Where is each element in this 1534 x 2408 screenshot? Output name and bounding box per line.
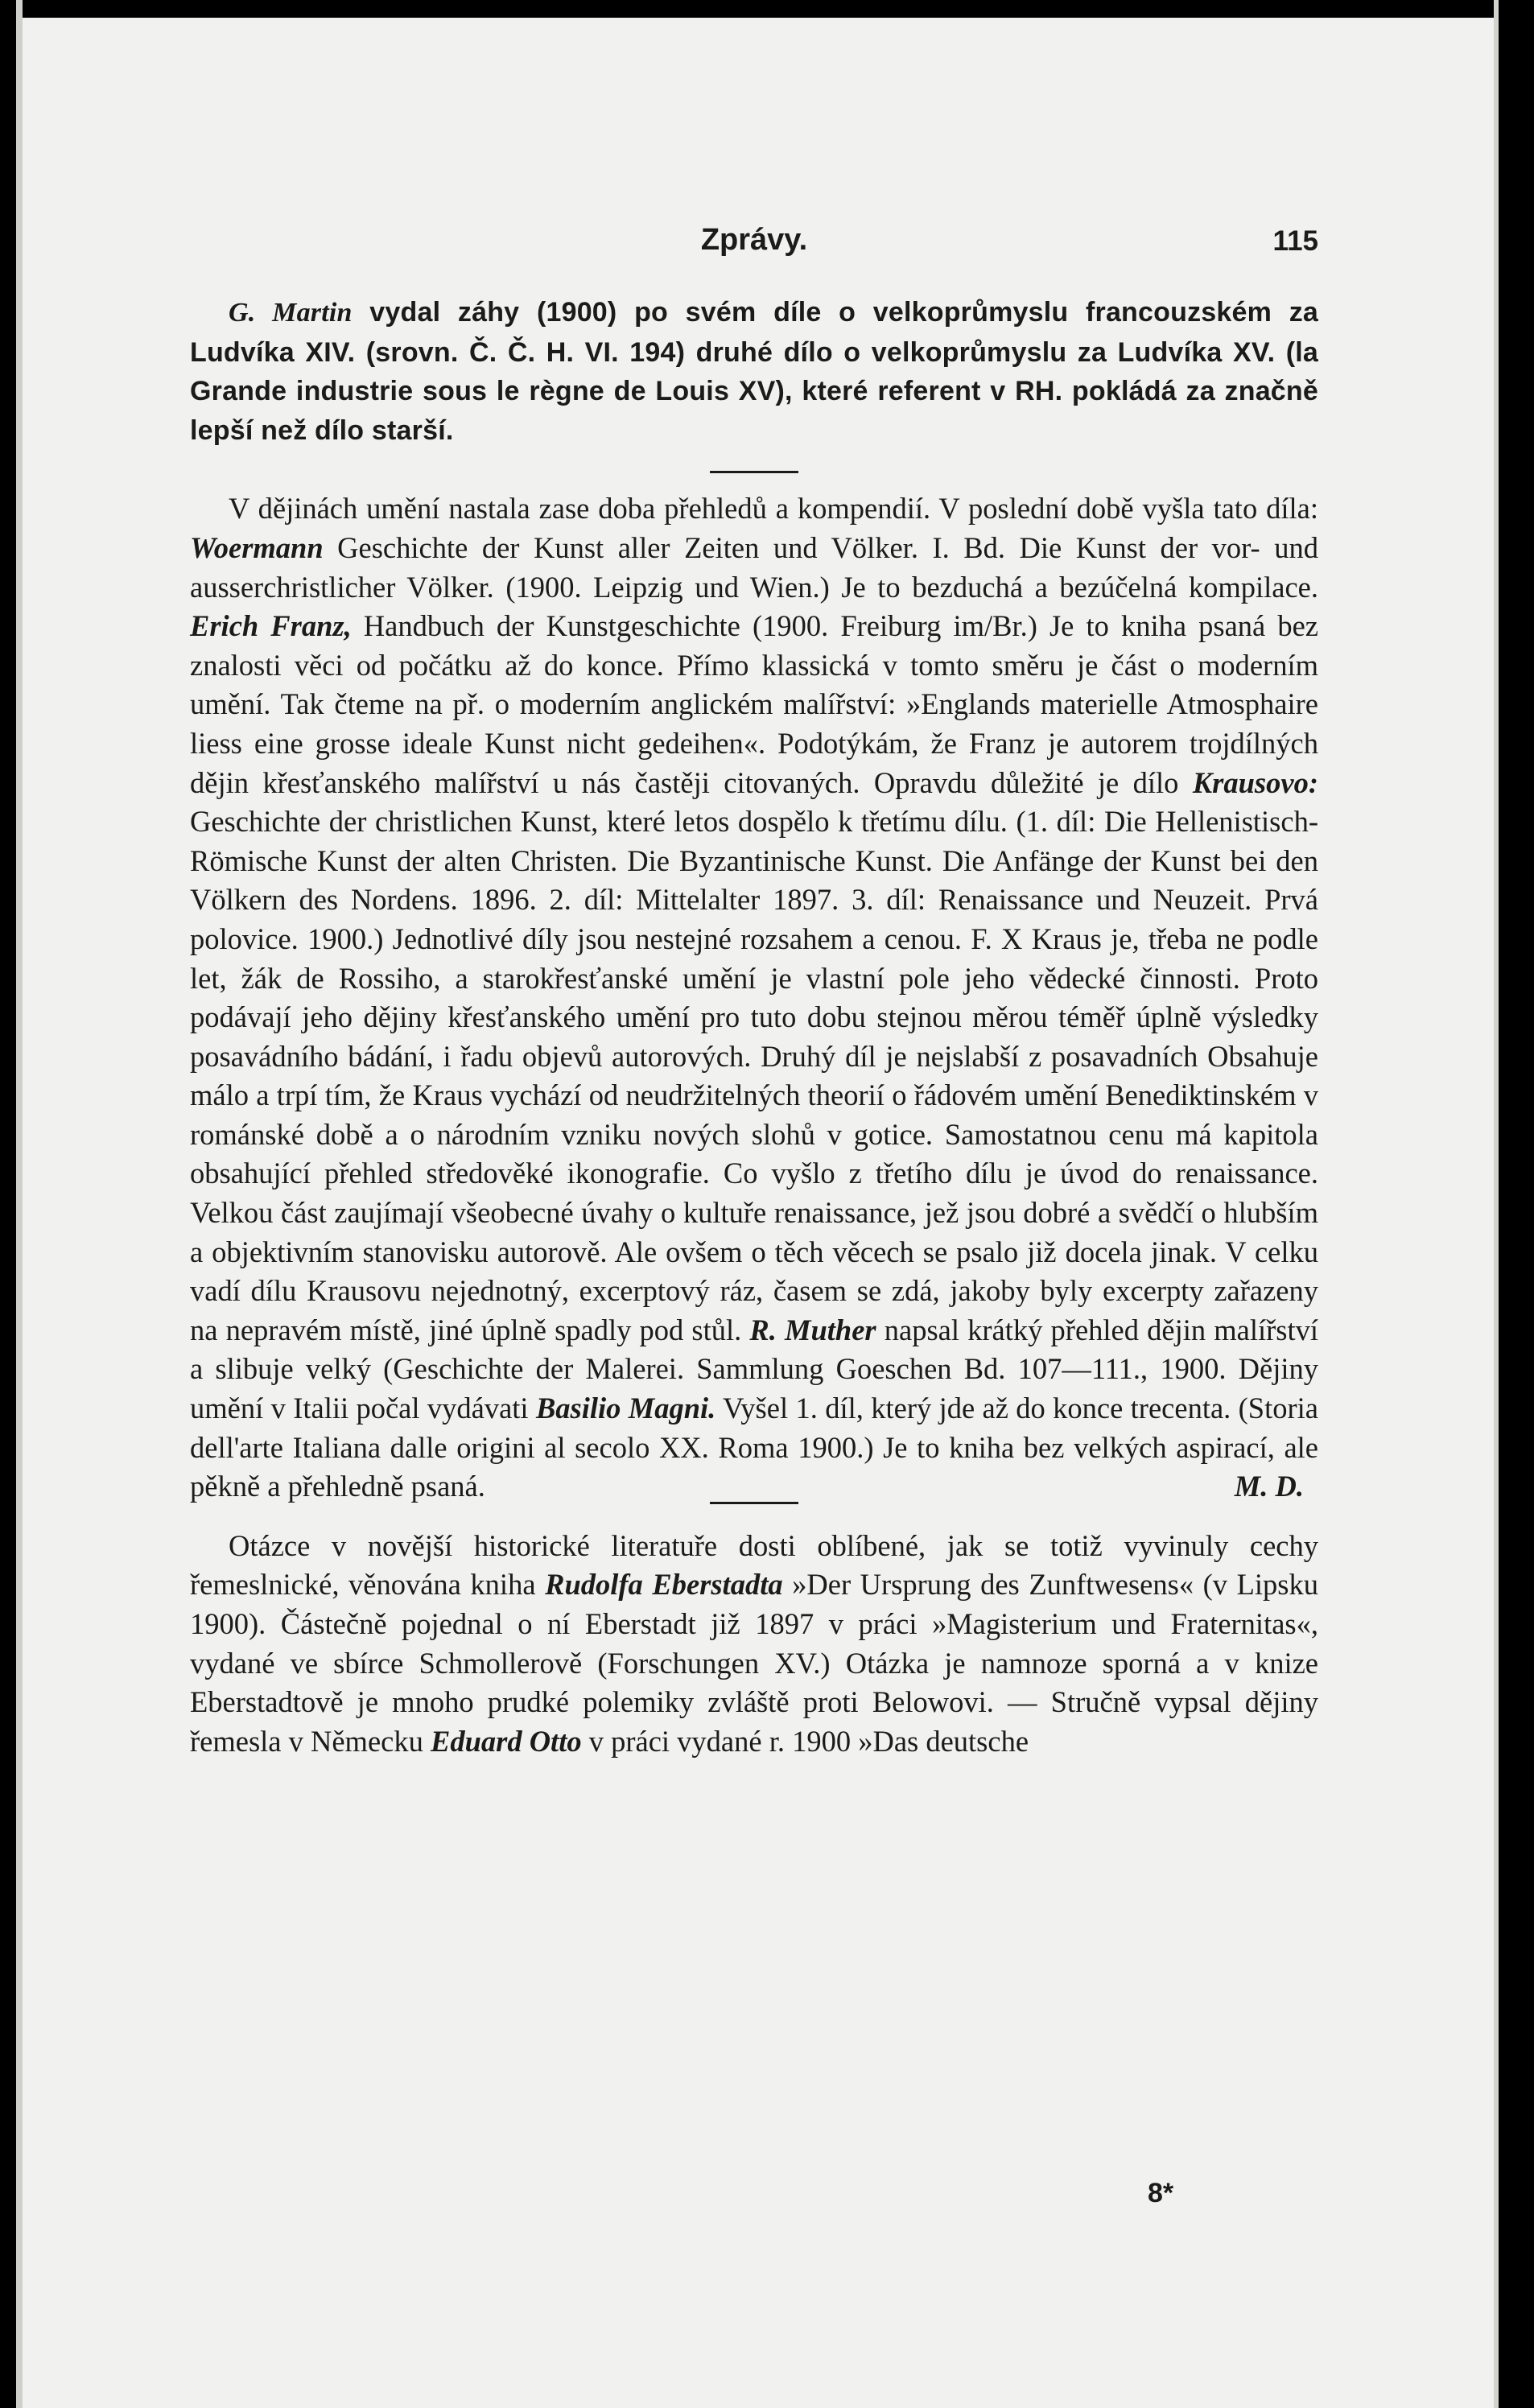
text-run: »Der Ursprung des Zunftwesens« (v Lipsku 1900). Částečně pojednal o ní Eberstadt již 1897 v práci »Magisterium und Fraternitas«, vydané ve sbírce Schmollerově (Forschungen XV.) Otázka je namnoze sporná a v knize Eberstadtově je mnoho prudké polemiky zvláště proti Belowovi. — Stručně vypsal dějiny řemesla v Německu <box>190 1568 1318 1758</box>
italic-name: Rudolfa Eberstadta <box>545 1568 783 1602</box>
page-number: 115 <box>1272 225 1318 257</box>
page-body <box>190 211 1318 1761</box>
section-divider <box>710 1502 798 1504</box>
scan-edge-top <box>0 0 1534 18</box>
section-divider <box>710 471 798 473</box>
italic-name: Erich Franz, <box>190 609 352 643</box>
paragraph-art-history <box>190 489 1318 1506</box>
italic-name: R. Muther <box>749 1313 876 1346</box>
header-title: Zprávy. <box>700 223 808 257</box>
text-run: Otázce v novější historické literatuře dosti oblíbené, jak se totiž vyvinuly cechy řemeslnické, věnována kniha <box>190 1528 1318 1602</box>
scan-edge-left-inner <box>16 0 23 2408</box>
scan-edge-left <box>0 0 16 2408</box>
scan-edge-right-inner <box>1494 0 1499 2408</box>
signature-mark: 8* <box>1148 2178 1174 2208</box>
text-run: Geschichte der Kunst aller Zeiten und Völker. I. Bd. Die Kunst der vor- und ausserchristlicher Völker. (1900. Leipzig und Wien.) Je to bezduchá a bezúčelná kompilace. <box>190 530 1318 604</box>
italic-name: Basilio Magni. <box>535 1392 716 1425</box>
paragraph-martin <box>190 293 1318 450</box>
author-martin: G. Martin <box>229 298 353 328</box>
text-run: Geschichte der christlichen Kunst, které letos dospělo k třetímu dílu. (1. díl: Die Hellenistisch-Römische Kunst der alten Christen. Die Byzantinische Kunst. Die Anfänge der Kunst bei den Völkern des Nordens. 1896. 2. díl: Mittelalter 1897. 3. díl: Renaissance und Neuzeit. Prvá polovice. 1900.) Jednotlivé díly jsou nestejné rozsahem a cenou. F. X Kraus je, třeba ne podle let, žák de Rossiho, a starokřesťanské umění je vlastní pole jeho vědecké činnosti. Proto podávají jeho dějiny křesťanského umění pro tuto dobu stejnou měrou téměř úplně výsledky posavádního bádání, i řadu objevů autorových. Druhý díl je nejslabší z posavadních Obsahuje málo a trpí tím, že Kraus vychází od neudržitelných theorií o řádovém umění Benediktinském v románské době a o národním vzniku nových slohů v gotice. Samostatnou cenu má kapitola obsahující přehled středověké ikonografie. Co vyšlo z třetího dílu je úvod do renaissance. Velkou část zaujímají všeobecné úvahy o kultuře renaissance, jež jsou dobré a svědčí o hlubším a objektivním stanovisku autorově. Ale ovšem o těch věcech se psalo již docela jinak. V celku vadí dílu Krausovu nejednotný, excerptový ráz, časem se zdá, jakoby byly excerpty zařazeny na nepravém místě, jiné úplně spadly pod stůl. <box>190 805 1318 1346</box>
scan-edge-right <box>1499 0 1534 2408</box>
paragraph-guilds <box>190 1527 1318 1762</box>
text-run: Handbuch der Kunstgeschichte (1900. Freiburg im/Br.) Je to kniha psaná bez znalosti věci od počátku až do konce. Přímo klassická v tomto směru je část o moderním umění. Tak čteme na př. o moderním anglickém malířství: »Englands materielle Atmosphaire liess eine grosse ideale Kunst nicht gedeihen«. Podotýkám, že Franz je autorem trojdílných dějin křesťanského malířství u nás častěji citovaných. Opravdu důležité je dílo <box>190 609 1318 799</box>
italic-name: Krausovo: <box>1192 765 1318 799</box>
paragraph-martin-text: vydal záhy (1900) po svém díle o velkoprůmyslu francouzském za Ludvíka XIV. (srovn. Č. Č. H. VI. 194) druhé dílo o velkoprůmyslu za Ludvíka XV. (la Grande industrie sous le règne de Louis XV), které referent v RH. pokládá za značně lepší než dílo starší. <box>190 297 1318 446</box>
italic-name: Eduard Otto <box>430 1724 582 1758</box>
text-run: Vyšel 1. díl, který jde až do konce trecenta. (Storia dell'arte Italiana dalle origini al secolo XX. Roma 1900.) Je to kniha bez velkých aspirací, ale pěkně a přehledně psaná. <box>190 1392 1318 1503</box>
text-run: napsal krátký přehled dějin malířství a slibuje velký (Geschichte der Malerei. Sammlung Goeschen Bd. 107—111., 1900. Dějiny umění v Italii počal vydávati <box>190 1313 1319 1425</box>
text-run: V dějinách umění nastala zase doba přehledů a kompendií. V poslední době vyšla tato díla: <box>229 492 1318 526</box>
running-header <box>190 211 1318 261</box>
italic-name: Woermann <box>190 530 324 564</box>
signature: M. D. <box>1234 1470 1304 1503</box>
text-run: v práci vydané r. 1900 »Das deutsche <box>581 1724 1029 1758</box>
